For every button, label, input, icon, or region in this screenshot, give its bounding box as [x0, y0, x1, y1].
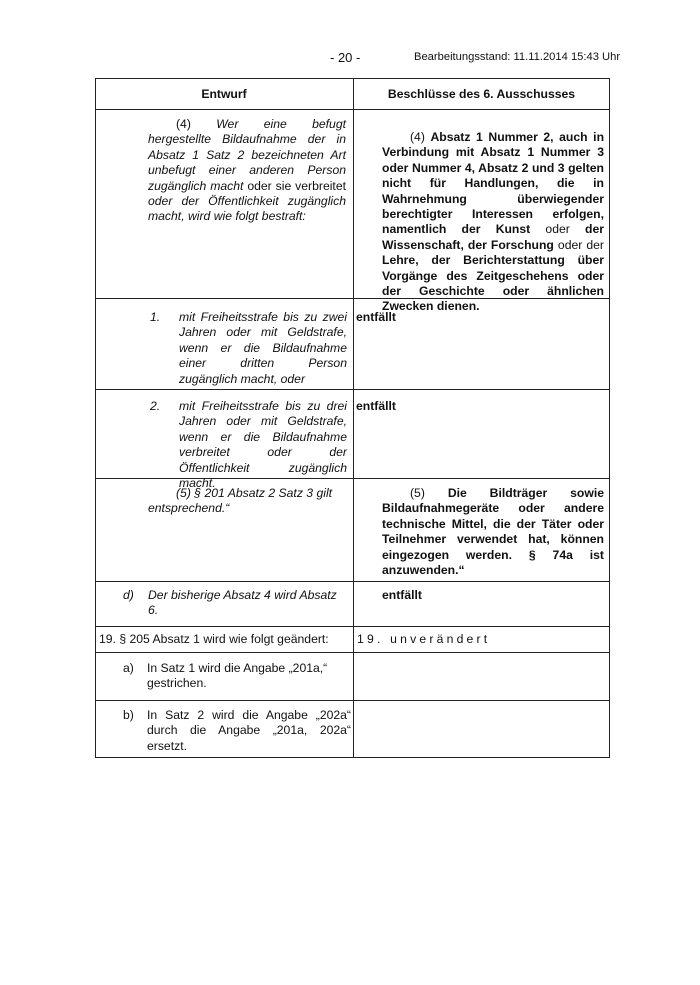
row3-left-text: mit Freiheitsstrafe bis zu drei Jahren oder mit Geldstrafe, wenn er die Bildaufnahme verbreitet oder der Öffentlichkeit zugänglich macht. — [179, 399, 347, 491]
table-border-bottom — [95, 757, 610, 758]
row-divider — [95, 626, 610, 627]
table-border-top — [95, 78, 610, 79]
row2-left-text: mit Freiheitsstrafe bis zu zwei Jahren oder mit Geldstrafe, wenn er die Bildaufnahme einer dritten Person zugänglich macht, oder — [179, 310, 347, 386]
page-header — [0, 50, 700, 66]
row8-left-text: In Satz 2 wird die Angabe „202a“ durch die Angabe „201a, 202a“ ersetzt. — [147, 708, 351, 753]
row-divider — [95, 109, 610, 110]
table-border-right — [609, 78, 610, 758]
row2-number: 1. — [150, 310, 161, 324]
row-divider — [95, 389, 610, 390]
row3-number: 2. — [150, 399, 161, 413]
editing-status: Bearbeitungsstand: 11.11.2014 15:43 Uhr — [414, 51, 621, 63]
row8-number: b) — [123, 708, 134, 722]
row-divider — [95, 652, 610, 653]
row2-right-text: entfällt — [356, 310, 396, 324]
row5-left-text: Der bisherige Absatz 4 wird Absatz 6. — [148, 588, 337, 618]
row-divider — [95, 478, 610, 479]
row1-left-text: (4) Wer eine befugt hergestellte Bildaufnahme der in Absatz 1 Satz 2 bezeichneten Art unbefugt einer anderen Person zugänglich macht oder sie verbreitet oder der Öffentlichkeit zugänglich macht, wird wie folgt bestraft: — [148, 117, 347, 224]
row6-left-text: 19. § 205 Absatz 1 wird wie folgt geändert: — [99, 632, 329, 646]
page-number: - 20 - — [330, 50, 361, 65]
column-header-beschluesse: Beschlüsse des 6. Ausschusses — [387, 87, 576, 101]
row4-left-text: (5) § 201 Absatz 2 Satz 3 gilt entsprechend.“ — [148, 486, 333, 516]
comparison-table — [95, 78, 610, 758]
column-header-entwurf: Entwurf — [201, 87, 247, 101]
row7-left-text: In Satz 1 wird die Angabe „201a,“ gestrichen. — [147, 661, 328, 691]
row7-number: a) — [123, 661, 134, 675]
row3-right-text: entfällt — [356, 399, 396, 413]
row4-right-text: (5) Die Bildträger sowie Bildaufnahmegeräte oder andere technische Mittel, die der Täter oder Teilnehmer verwendet hat, können eingezogen werden. § 74a ist anzuwenden.“ — [382, 486, 605, 578]
row-divider — [95, 581, 610, 582]
row-divider — [95, 700, 610, 701]
row5-right-text: entfällt — [382, 588, 422, 602]
column-divider — [353, 78, 354, 758]
row1-right-text: (4) Absatz 1 Nummer 2, auch in Verbindung mit Absatz 1 Nummer 3 oder Nummer 4, Absatz 2 und 3 gelten nicht für Handlungen, die in Wahrnehmung überwiegender berechtigter Interessen erfolgen, namentlich der Kunst oder der Wissenschaft, der Forschung oder der Lehre, der Berichterstattung über Vorgänge des Zeitgeschehens oder der Geschichte oder ähnlichen Zwecken dienen. — [382, 130, 605, 314]
row5-number: d) — [123, 588, 134, 602]
row6-right-text: 19. unverändert — [357, 632, 491, 646]
table-border-left — [95, 78, 96, 758]
